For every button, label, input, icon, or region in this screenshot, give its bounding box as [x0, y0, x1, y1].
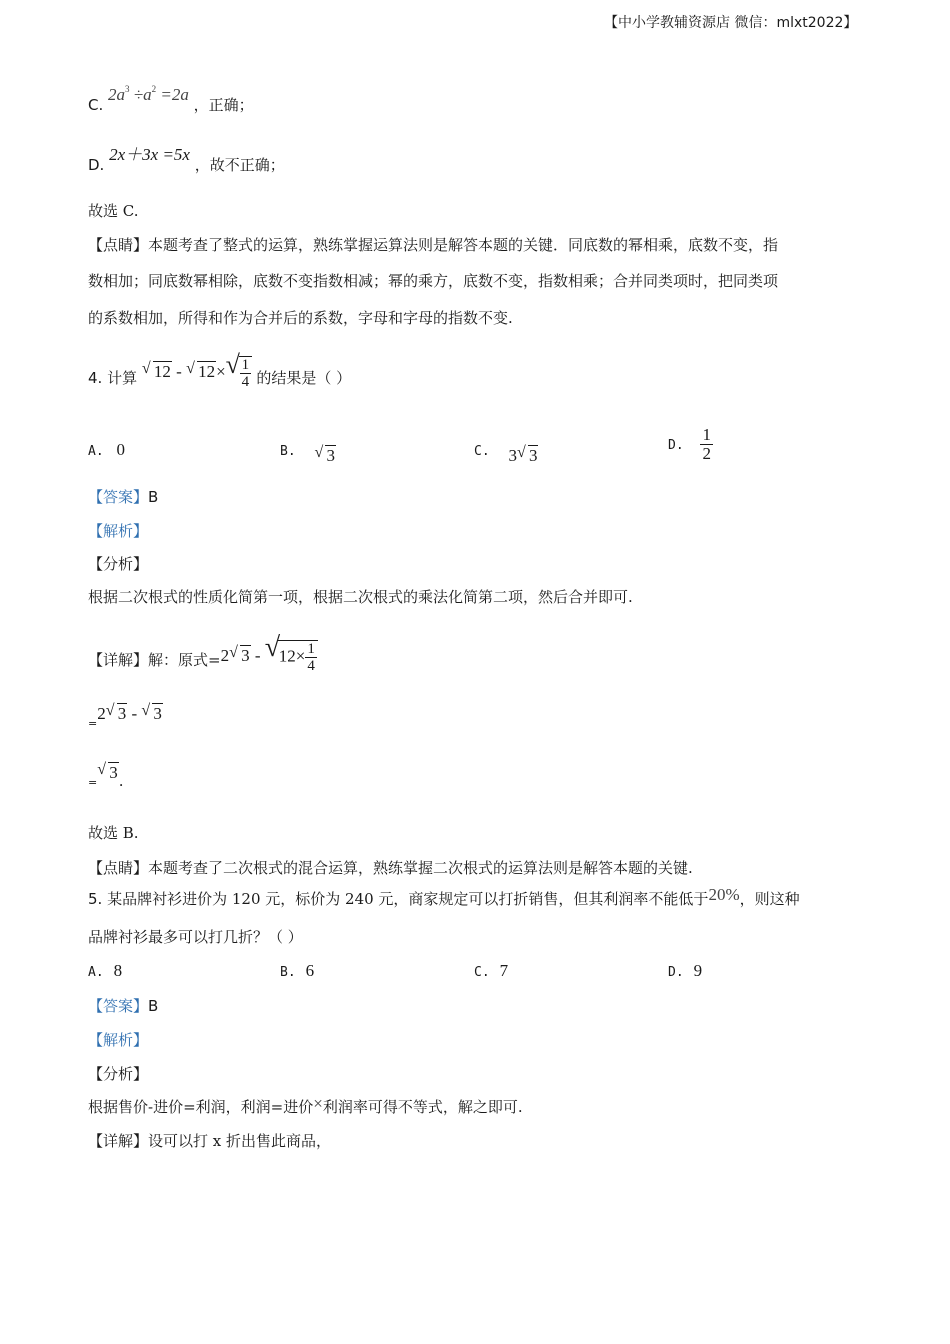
q5-answer: 【答案】B — [88, 997, 159, 1015]
q4-step2: $_=$2 √ 3 - √ 3 — [88, 702, 162, 730]
prev-dianjing-line2: 数相加；同底数幂相除，底数不变指数相减；幂的乘方，底数不变，指数相乘；合并同类项时，把同类项 — [88, 272, 779, 290]
q5-analysis-tag: 【解析】 — [88, 1031, 149, 1049]
q5-option-a: A. 8 — [88, 961, 123, 980]
math-expression: 2x＋3x =5x — [109, 145, 190, 164]
q5-stem-line1: 5. 某品牌衬衫进价为 120 元，标价为 240 元，商家规定可以打折销售，但其利润率不能低于20%，则这种 — [88, 885, 800, 908]
q4-detail: 【详解】解：原式=2 √ 3 - √ 12× $\frac{1}{4}$ — [88, 628, 318, 662]
math-expression: $2a^3 \div a^2 =2a$ — [108, 84, 189, 104]
q5-fenxi-tag: 【分析】 — [88, 1065, 149, 1083]
prev-option-d: D. 2x＋3x =5x ，故不正确； — [88, 145, 285, 174]
prev-option-c: C. $2a^3 \div a^2 =2a$ ，正确； — [88, 84, 254, 114]
q4-step3: $_=$ √ 3. — [88, 761, 124, 790]
prev-dianjing-line1: 【点睛】本题考查了整式的运算，熟练掌握运算法则是解答本题的关键．同底数的幂相乘，底数不变，指 — [88, 236, 779, 254]
prev-dianjing-line3: 的系数相加，所得和作为合并后的系数，字母和字母的指数不变. — [88, 309, 513, 327]
q5-option-c: C. 7 — [474, 961, 509, 980]
q4-option-a: A. 0 — [88, 440, 125, 459]
q4-fenxi-tag: 【分析】 — [88, 555, 149, 573]
q5-option-d: D. 9 — [668, 961, 703, 980]
q4-analysis-tag: 【解析】 — [88, 522, 149, 540]
q4-fenxi-text: 根据二次根式的性质化简第一项，根据二次根式的乘法化简第二项，然后合并即可. — [88, 588, 633, 606]
q5-option-b: B. 6 — [280, 961, 315, 980]
q5-stem-line2: 品牌衬衫最多可以打几折？（ ） — [88, 928, 303, 946]
q4-dianjing: 【点睛】本题考查了二次根式的混合运算，熟练掌握二次根式的运算法则是解答本题的关键. — [88, 859, 693, 877]
q5-detail: 【详解】设可以打 x 折出售此商品， — [88, 1132, 331, 1150]
math-expression: √ 12 - √ 12× √ $\frac{1}{4}$ — [142, 362, 257, 381]
q5-fenxi-text: 根据售价-进价=利润，利润=进价×利润率可得不等式，解之即可. — [88, 1094, 523, 1116]
watermark-header: 【中小学教辅资源店 微信：mlxt2022】 — [604, 15, 858, 31]
prev-choose: 故选 C. — [88, 202, 139, 220]
q4-option-b: B. √ 3 — [280, 444, 335, 465]
q4-choose: 故选 B. — [88, 824, 139, 842]
q4-stem: 4. 计算 √ 12 - √ 12× √ $\frac{1}{4}$ 的结果是（ ） — [88, 350, 352, 390]
option-label: C. — [88, 96, 104, 114]
q4-answer: 【答案】B — [88, 488, 159, 506]
q4-option-d: D. $\frac{1}{2}$ — [668, 425, 711, 463]
q4-option-c: C. 3 √ 3 — [474, 444, 538, 465]
